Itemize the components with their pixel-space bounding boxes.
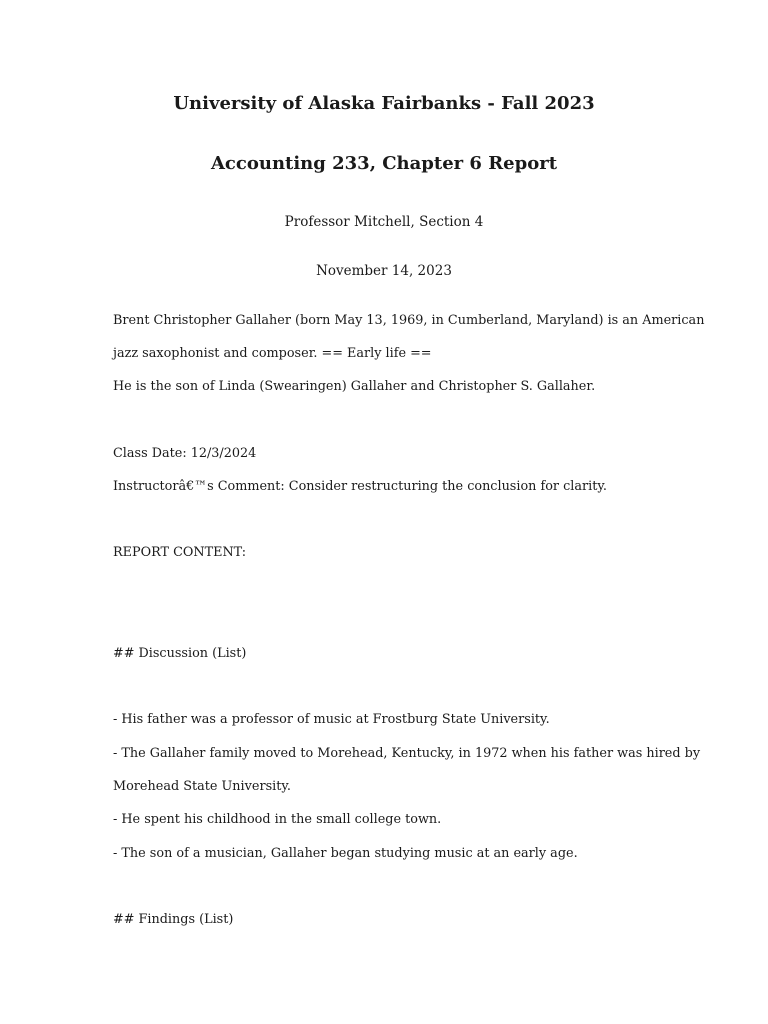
intro-line-2: jazz saxophonist and composer. == Early life ==: [113, 346, 432, 361]
class-date: Class Date: 12/3/2024: [113, 446, 257, 461]
professor-line: Professor Mitchell, Section 4: [284, 214, 484, 230]
list-item-continuation: Morehead State University.: [113, 779, 291, 794]
list-item: - The Gallaher family moved to Morehead, Kentucky, in 1972 when his father was hired by: [113, 746, 701, 761]
list-item: - The son of a musician, Gallaher began studying music at an early age.: [113, 846, 578, 861]
list-item: - His father was a professor of music at Frostburg State University.: [113, 712, 550, 727]
report-content-label: REPORT CONTENT:: [113, 545, 247, 560]
intro-line-1: Brent Christopher Gallaher (born May 13, 1969, in Cumberland, Maryland) is an American: [113, 313, 705, 328]
discussion-heading: ## Discussion (List): [113, 646, 247, 661]
intro-line-3: He is the son of Linda (Swearingen) Gallaher and Christopher S. Gallaher.: [113, 379, 596, 394]
report-title: Accounting 233, Chapter 6 Report: [210, 153, 558, 174]
report-date: November 14, 2023: [316, 263, 452, 279]
findings-heading: ## Findings (List): [113, 912, 234, 927]
university-heading: University of Alaska Fairbanks - Fall 2023: [173, 93, 595, 114]
instructor-comment: Instructorâ€™s Comment: Consider restructuring the conclusion for clarity.: [113, 479, 607, 494]
list-item: - He spent his childhood in the small college town.: [113, 812, 442, 827]
